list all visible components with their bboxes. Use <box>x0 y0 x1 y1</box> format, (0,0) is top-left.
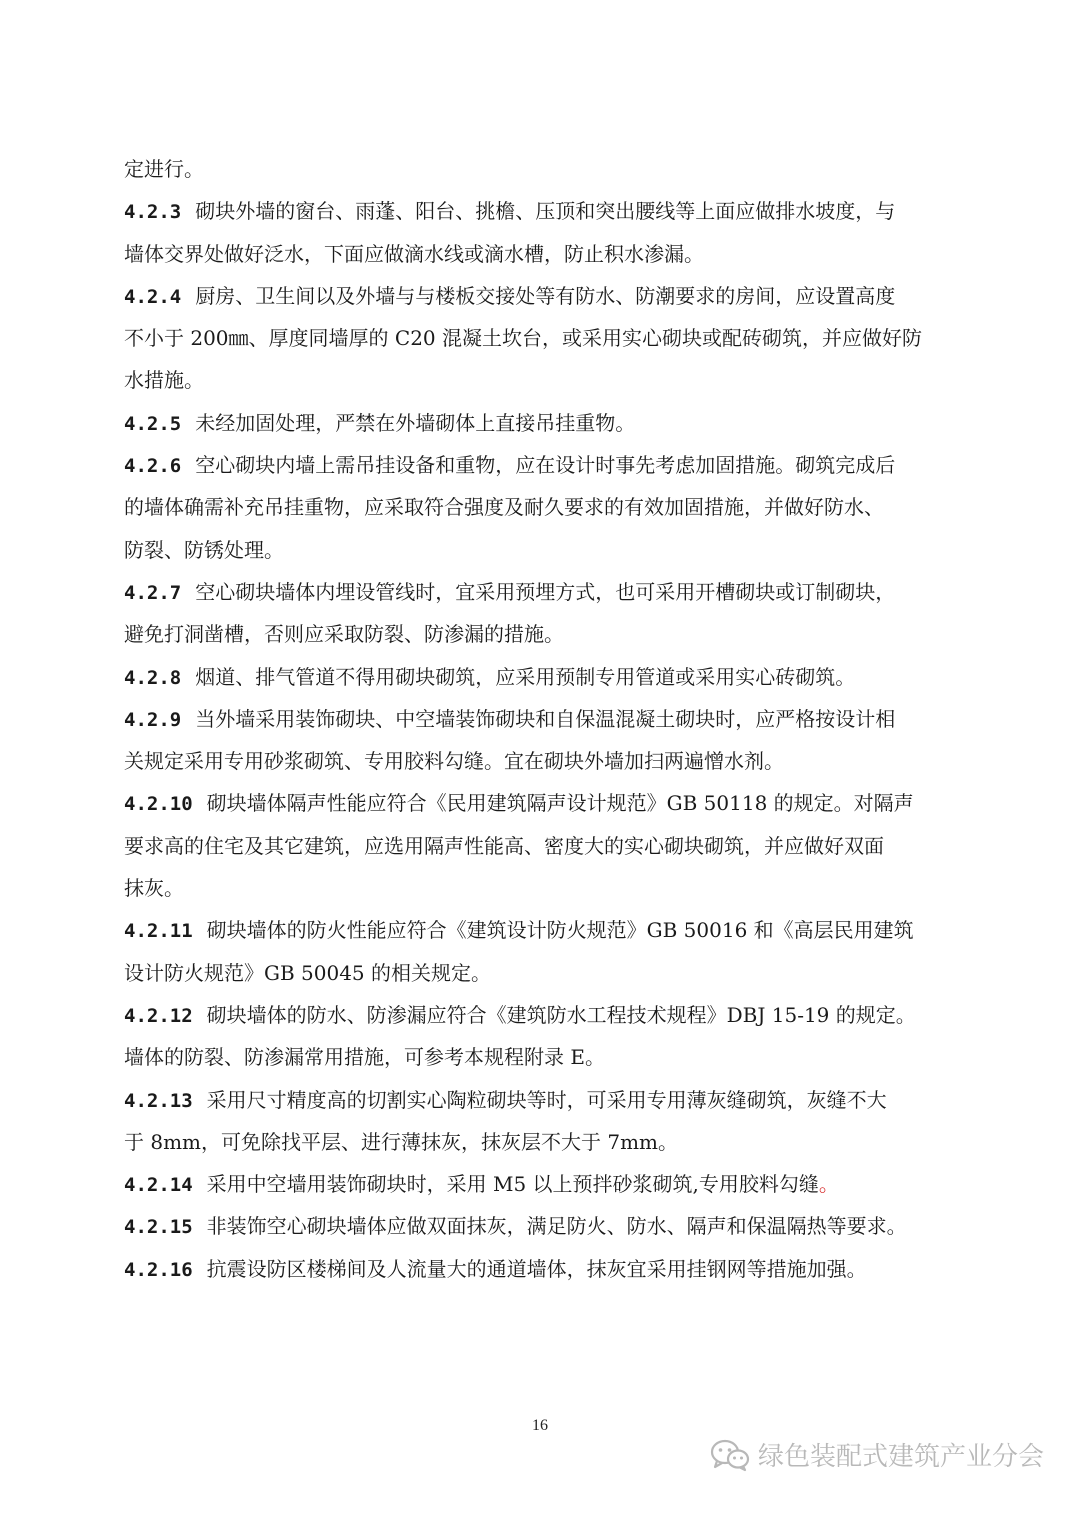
clause-text: 未经加固处理，严禁在外墙砌体上直接吊挂重物。 <box>195 410 636 435</box>
clause-number: 4.2.5 <box>124 412 182 435</box>
clause-text: 砌块墙体隔声性能应符合《民用建筑隔声设计规范》GB 50118 的规定。对隔声 <box>206 791 914 816</box>
text-line <box>124 1205 960 1247</box>
text-line <box>124 1036 960 1078</box>
clause-text: 当外墙采用装饰砌块、中空墙装饰砌块和自保温混凝土砌块时，应严格按设计相 <box>195 706 896 731</box>
clause-text: 防裂、防锈处理。 <box>124 537 284 562</box>
clause-text: 定进行。 <box>124 157 204 181</box>
clause-text: 非装饰空心砌块墙体应做双面抹灰，满足防火、防水、隔声和保温隔热等要求。 <box>206 1214 907 1239</box>
text-line <box>124 825 960 867</box>
clause-text: 不小于 200㎜、厚度同墙厚的 C20 混凝土坎台，或采用实心砌块或配砖砌筑，并应做好防 <box>124 326 922 351</box>
text-line <box>124 909 960 951</box>
clause-number: 4.2.11 <box>124 920 193 943</box>
text-line <box>124 1121 960 1163</box>
clause-text: 烟道、排气管道不得用砌块砌筑，应采用预制专用管道或采用实心砖砌筑。 <box>195 664 856 689</box>
clause-text: 抗震设防区楼梯间及人流量大的通道墙体，抹灰宜采用挂钢网等措施加强。 <box>206 1256 867 1281</box>
page-body <box>124 148 960 1290</box>
text-line <box>124 1079 960 1121</box>
clause-number: 4.2.7 <box>124 581 182 604</box>
clause-text: 抹灰。 <box>124 876 184 901</box>
clause-tail-mark: 。 <box>818 1172 839 1197</box>
clause-number: 4.2.10 <box>124 793 193 816</box>
page-number: 16 <box>532 1417 548 1434</box>
clause-number: 4.2.16 <box>124 1258 193 1281</box>
clause-number: 4.2.12 <box>124 1004 193 1027</box>
clause-text: 墙体交界处做好泛水，下面应做滴水线或滴水槽，防止积水渗漏。 <box>124 241 704 266</box>
text-line <box>124 994 960 1036</box>
text-line <box>124 359 960 401</box>
text-line <box>124 571 960 613</box>
clause-text: 避免打洞凿槽，否则应采取防裂、防渗漏的措施。 <box>124 622 564 647</box>
clause-text: 要求高的住宅及其它建筑，应选用隔声性能高、密度大的实心砌块砌筑，并应做好双面 <box>124 833 884 858</box>
text-line <box>124 529 960 571</box>
clause-number: 4.2.3 <box>124 201 182 224</box>
text-line <box>124 656 960 698</box>
text-line <box>124 486 960 528</box>
text-line <box>124 444 960 486</box>
clause-text: 于 8mm，可免除找平层、进行薄抹灰，抹灰层不大于 7mm。 <box>124 1129 679 1154</box>
clause-text: 厨房、卫生间以及外墙与与楼板交接处等有防水、防潮要求的房间，应设置高度 <box>195 283 896 308</box>
text-line <box>124 740 960 782</box>
clause-text: 空心砌块墙体内埋设管线时，宜采用预埋方式，也可采用开槽砌块或订制砌块， <box>195 579 896 604</box>
clause-text: 采用尺寸精度高的切割实心陶粒砌块等时，可采用专用薄灰缝砌筑，灰缝不大 <box>206 1087 887 1112</box>
text-line <box>124 275 960 317</box>
text-line <box>124 613 960 655</box>
clause-text: 关规定采用专用砂浆砌筑、专用胶料勾缝。宜在砌块外墙加扫两遍憎水剂。 <box>124 749 784 774</box>
clause-number: 4.2.6 <box>124 455 182 478</box>
clause-text: 水措施。 <box>124 368 204 393</box>
clause-number: 4.2.15 <box>124 1216 193 1239</box>
text-line <box>124 952 960 994</box>
clause-text: 砌块墙体的防水、防渗漏应符合《建筑防水工程技术规程》DBJ 15-19 的规定。 <box>206 1002 916 1027</box>
watermark <box>710 1436 1044 1473</box>
text-line <box>124 148 960 190</box>
clause-text: 的墙体确需补充吊挂重物，应采取符合强度及耐久要求的有效加固措施，并做好防水、 <box>124 495 884 520</box>
clause-number: 4.2.9 <box>124 708 182 731</box>
text-line <box>124 1248 960 1290</box>
clause-text: 设计防火规范》GB 50045 的相关规定。 <box>124 960 492 985</box>
clause-text: 砌块外墙的窗台、雨蓬、阳台、挑檐、压顶和突出腰线等上面应做排水坡度，与 <box>195 199 896 224</box>
text-line <box>124 867 960 909</box>
text-line <box>124 317 960 359</box>
text-line <box>124 1163 960 1205</box>
clause-number: 4.2.4 <box>124 285 182 308</box>
clause-text: 空心砌块内墙上需吊挂设备和重物，应在设计时事先考虑加固措施。砌筑完成后 <box>195 453 896 478</box>
watermark-text: 绿色装配式建筑产业分会 <box>757 1442 1044 1472</box>
clause-number: 4.2.14 <box>124 1174 193 1197</box>
clause-text: 采用中空墙用装饰砌块时，采用 M5 以上预拌砂浆砌筑,专用胶料勾缝 <box>206 1172 819 1197</box>
clause-number: 4.2.13 <box>124 1089 193 1112</box>
text-line <box>124 698 960 740</box>
text-line <box>124 190 960 232</box>
text-line <box>124 782 960 824</box>
text-line <box>124 233 960 275</box>
text-line <box>124 402 960 444</box>
clause-number: 4.2.8 <box>124 666 182 689</box>
clause-text: 砌块墙体的防火性能应符合《建筑设计防火规范》GB 50016 和《高层民用建筑 <box>206 918 914 943</box>
clause-text: 墙体的防裂、防渗漏常用措施，可参考本规程附录 E。 <box>124 1045 605 1070</box>
wechat-icon <box>710 1438 750 1472</box>
